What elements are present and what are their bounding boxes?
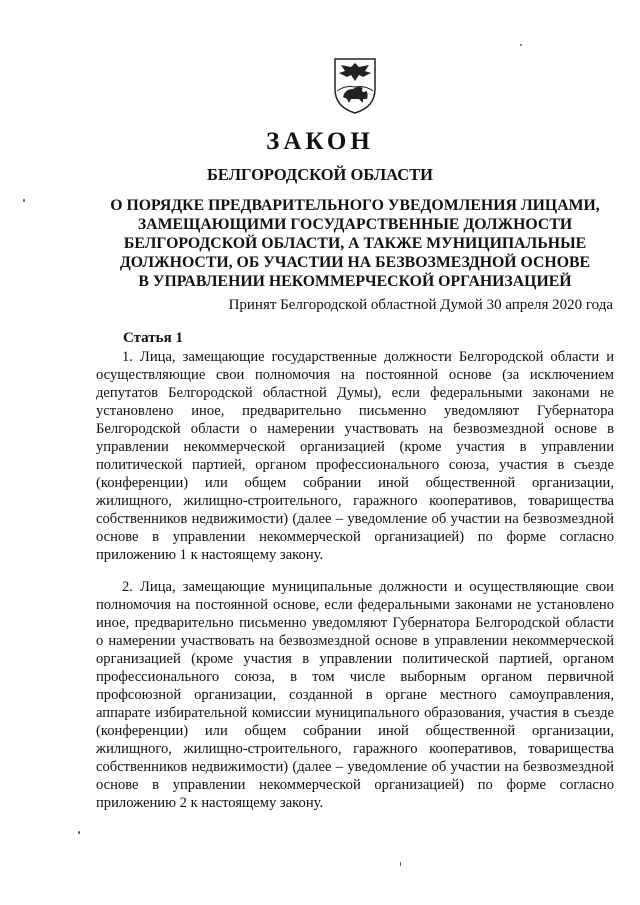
coat-of-arms-emblem <box>331 55 379 115</box>
law-region: БЕЛГОРОДСКОЙ ОБЛАСТИ <box>207 165 433 184</box>
subject-line: ДОЛЖНОСТИ, ОБ УЧАСТИИ НА БЕЗВОЗМЕЗДНОЙ ОСНОВЕ <box>119 254 591 271</box>
law-title: ЗАКОН <box>266 128 374 155</box>
scan-speck <box>400 862 401 866</box>
scan-speck <box>78 831 80 834</box>
article-paragraph-1: 1. Лица, замещающие государственные должности Белгородской области и осуществляющие свои полномочия на постоянной основе (за исключением депутатов Белгородской областной Думы), если федеральными законами не установлено иное, предварительно письменно уведомляют Губернатора Белгородской области о намерении участвовать на безвозмездной основе в управлении некоммерческой организацией (кроме участия в управлении политической партией, органом профессионального союза, участия в съезде (конференции) или общем собрании иной общественной организации, жилищного, жилищно-строительного, гаражного кооперативов, товарищества собственников недвижимости) (далее – уведомление об участии на безвозмездной основе в управлении некоммерческой организацией) по форме согласно приложению 1 к настоящему закону. <box>96 349 614 563</box>
subject-line: В УПРАВЛЕНИИ НЕКОММЕРЧЕСКОЙ ОРГАНИЗАЦИЕЙ <box>138 273 572 290</box>
scan-speck <box>23 199 25 202</box>
subject-line: ЗАМЕЩАЮЩИМИ ГОСУДАРСТВЕННЫЕ ДОЛЖНОСТИ <box>137 216 573 233</box>
article-paragraph-2: 2. Лица, замещающие муниципальные должности и осуществляющие свои полномочия на постоянной основе, если федеральными законами не установлено иное, предварительно письменно уведомляют Губернатора Белгородской области о намерении участвовать на безвозмездной основе в управлении некоммерческой организацией (кроме участия в управлении политической партией, органом профессионального союза, в том числе выборным органом первичной профсоюзной организации, созданной в органе местного самоуправления, аппарате избирательной комиссии муниципального образования, участия в съезде (конференции) или общем собрании иной общественной организации, жилищного, жилищно-строительного, гаражного кооперативов, товарищества собственников недвижимости) (далее – уведомление об участии на безвозмездной основе в управлении некоммерческой организацией) по форме согласно приложению 2 к настоящему закону. <box>96 579 614 811</box>
article-heading: Статья 1 <box>123 330 183 346</box>
subject-line: О ПОРЯДКЕ ПРЕДВАРИТЕЛЬНОГО УВЕДОМЛЕНИЯ ЛИЦАМИ, <box>110 197 600 214</box>
law-subject <box>100 196 610 291</box>
subject-line: БЕЛГОРОДСКОЙ ОБЛАСТИ, А ТАКЖЕ МУНИЦИПАЛЬНЫЕ <box>123 235 587 252</box>
adoption-note: Принят Белгородской областной Думой 30 апреля 2020 года <box>228 297 613 313</box>
scan-speck <box>520 44 522 46</box>
